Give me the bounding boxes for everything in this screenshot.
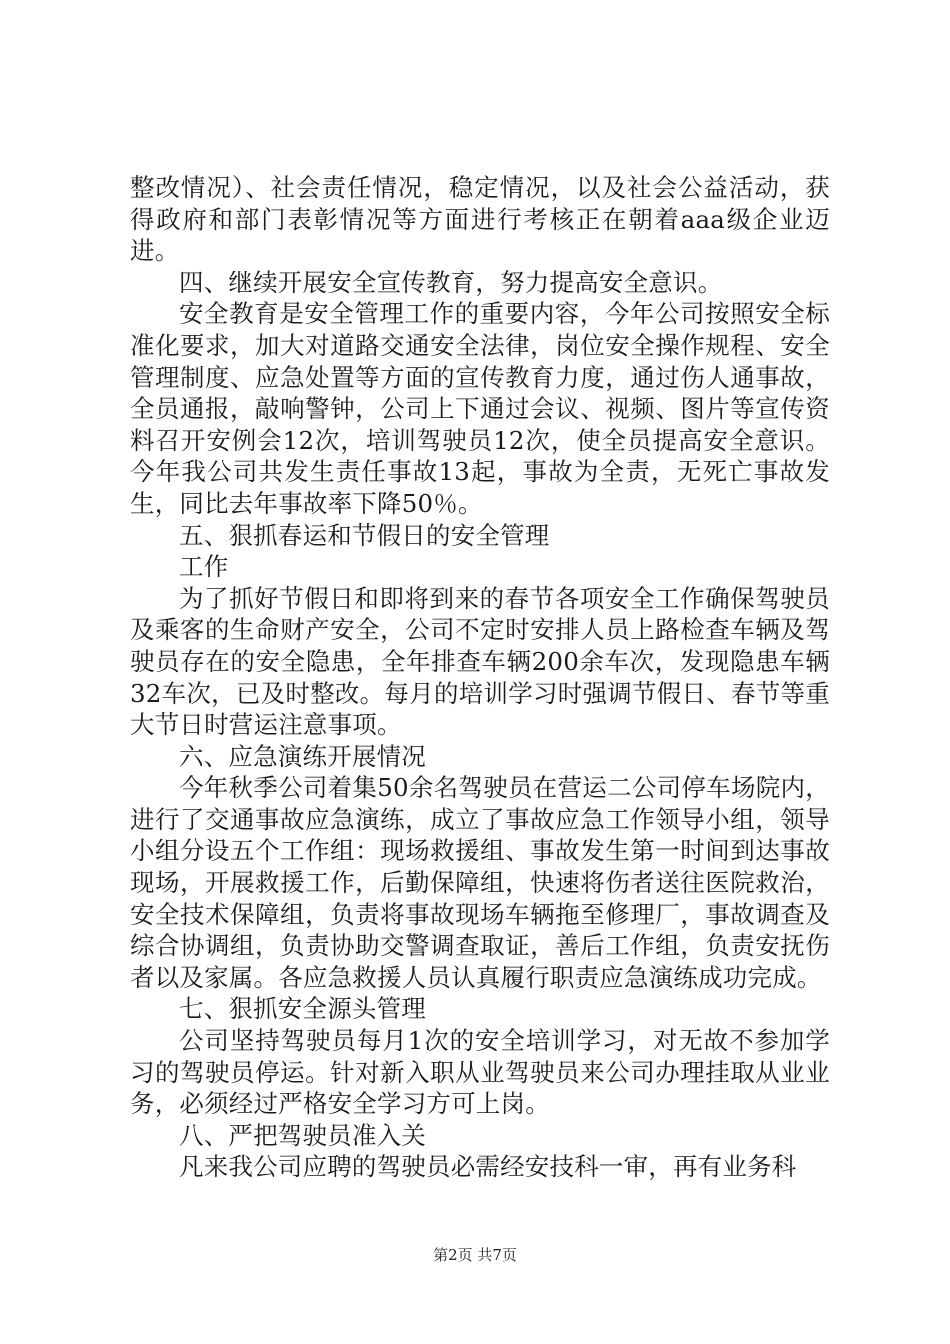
page-number: 第2页 共7页	[433, 1246, 517, 1264]
section-heading-5-continued: 工作	[179, 552, 229, 582]
paragraph-driver-admission: 凡来我公司应聘的驾驶员必需经安技科一审，再有业务科	[179, 1152, 797, 1182]
section-heading-5: 五、狠抓春运和节假日的安全管理	[179, 520, 550, 550]
section-heading-6: 六、应急演练开展情况	[179, 741, 426, 771]
section-heading-4: 四、继续开展安全宣传教育，努力提高安全意识。	[179, 267, 723, 297]
section-heading-7: 七、狠抓安全源头管理	[179, 994, 426, 1024]
document-body	[130, 172, 830, 1183]
paragraph-holiday-safety: 为了抓好节假日和即将到来的春节各项安全工作确保驾驶员及乘客的生命财产安全，公司不定时安排人员上路检查车辆及驾驶员存在的安全隐患，全年排查车辆200余车次，发现隐患车辆32车次，已及时整改。每月的培训学习时强调节假日、春节等重大节日时营运注意事项。	[130, 583, 830, 740]
section-heading-8: 八、严把驾驶员准入关	[179, 1120, 426, 1150]
paragraph-source-management: 公司坚持驾驶员每月1次的安全培训学习，对无故不参加学习的驾驶员停运。针对新入职从业驾驶员来公司办理挂取从业业务，必须经过严格安全学习方可上岗。	[130, 1026, 830, 1119]
paragraph-emergency-drill: 今年秋季公司着集50余名驾驶员在营运二公司停车场院内，进行了交通事故应急演练，成立了事故应急工作领导小组，领导小组分设五个工作组：现场救援组、事故发生第一时间到达事故现场，开展救援工作，后勤保障组，快速将伤者送往医院救治，安全技术保障组，负责将事故现场车辆拖至修理厂，事故调查及综合协调组，负责协助交警调查取证，善后工作组，负责安抚伤者以及家属。各应急救援人员认真履行职责应急演练成功完成。	[130, 773, 830, 992]
paragraph-safety-education: 安全教育是安全管理工作的重要内容，今年公司按照安全标准化要求，加大对道路交通安全法律，岗位安全操作规程、安全管理制度、应急处置等方面的宣传教育力度，通过伤人通事故，全员通报，敲响警钟，公司上下通过会议、视频、图片等宣传资料召开安例会12次，培训驾驶员12次，使全员提高安全意识。今年我公司共发生责任事故13起，事故为全责，无死亡事故发生，同比去年事故率下降50％。	[130, 299, 830, 518]
paragraph-continuation: 整改情况）、社会责任情况，稳定情况，以及社会公益活动，获得政府和部门表彰情况等方面进行考核正在朝着aaa级企业迈进。	[130, 173, 830, 266]
